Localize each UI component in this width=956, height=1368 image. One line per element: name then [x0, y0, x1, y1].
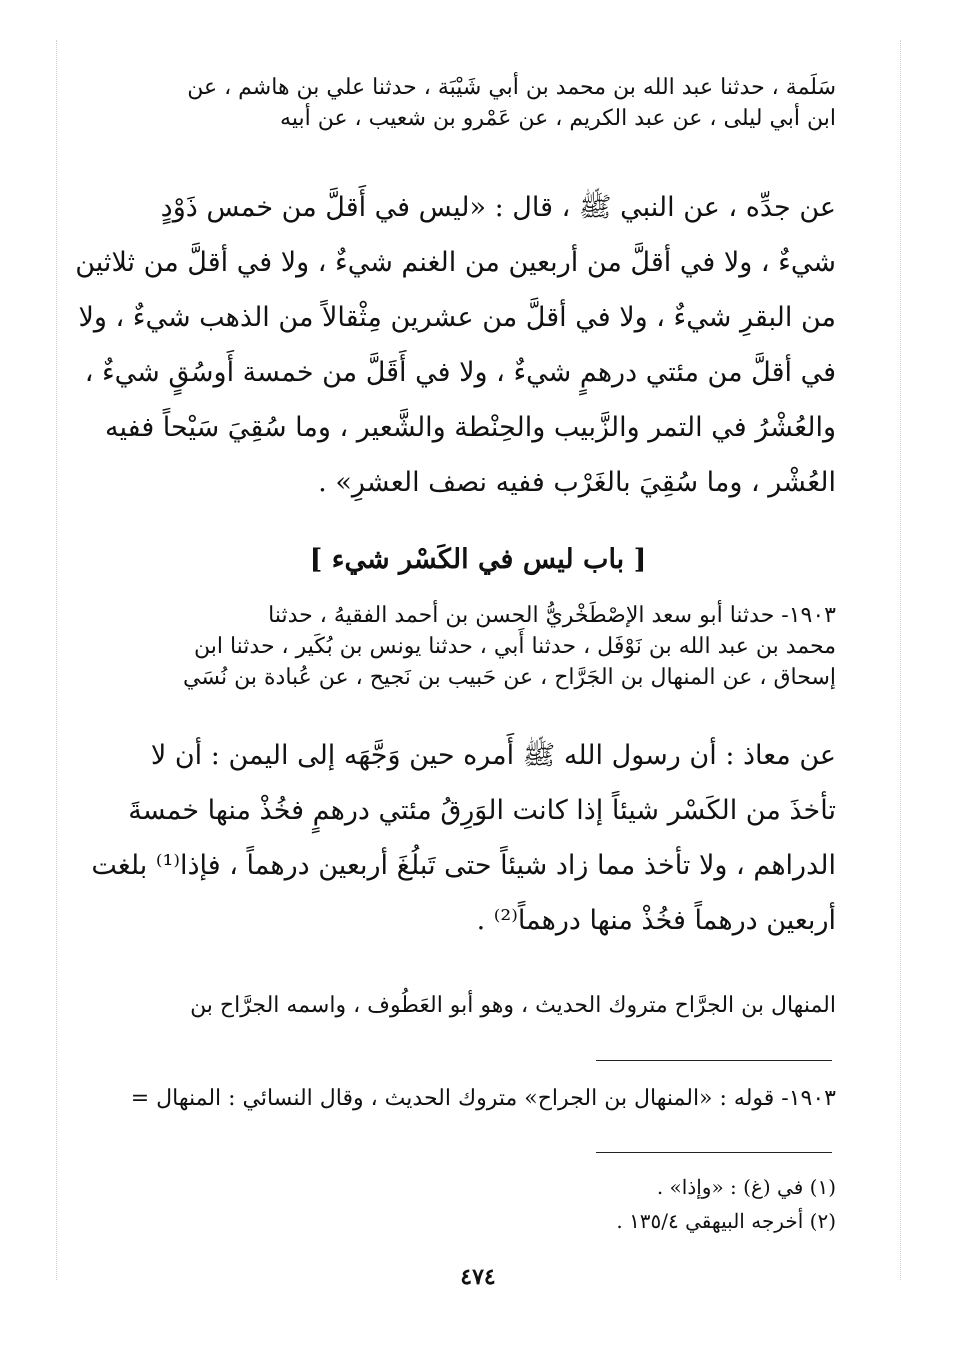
text-line: والعُشْرُ في التمر والزَّبيب والحِنْطة والشَّعير ، وما سُقِيَ سَيْحاً ففيه — [105, 412, 836, 443]
text-line: عن جدِّه ، عن النبي ﷺ ، قال : «ليس في أَقلَّ من خمس ذَوْدٍ — [160, 192, 836, 223]
text-line: الدراهم ، ولا تأخذ مما زاد شيئاً حتى تَبلُغَ أربعين درهماً ، فإذا⁽¹⁾ بلغت — [91, 850, 836, 881]
isnad-chain-1 — [120, 72, 836, 134]
text-line: من البقرِ شيءٌ ، ولا في أقلَّ من عشرين مِثْقالاً من الذهب شيءٌ ، ولا — [78, 302, 836, 333]
hadith-text-1 — [75, 180, 836, 510]
text-line: في أقلَّ من مئتي درهمٍ شيءٌ ، ولا في أَقَلَّ من خمسة أَوسُقٍ شيءٌ ، — [84, 357, 836, 388]
text-line: شيءٌ ، ولا في أقلَّ من أربعين من الغنم شيءٌ ، ولا في أقلَّ من ثلاثين — [75, 247, 836, 278]
text-line: سَلَمة ، حدثنا عبد الله بن محمد بن أبي شَيْبَة ، حدثنا علي بن هاشم ، عن — [187, 75, 836, 100]
text-line: محمد بن عبد الله بن نَوْفَل ، حدثنا أَبي ، حدثنا يونس بن بُكَير ، حدثنا ابن — [193, 634, 836, 659]
narrator-note — [120, 990, 836, 1021]
text-line: إسحاق ، عن المنهال بن الجَرَّاح ، عن حَبيب بن نَجيح ، عن عُبادة بن نُسَي — [183, 665, 836, 690]
page-number: ٤٧٤ — [460, 1264, 496, 1290]
text-line: أربعين درهماً فخُذْ منها درهماً⁽²⁾ . — [476, 905, 836, 936]
commentary-note: ١٩٠٣- قوله : «المنهال بن الجراح» متروك الحديث ، وقال النسائي : المنهال = — [130, 1086, 836, 1111]
footnotes — [440, 1170, 836, 1238]
text-line: تأخذَ من الكَسْر شيئاً إذا كانت الوَرِقُ مئتي درهمٍ فخُذْ منها خمسةَ — [128, 795, 836, 826]
text-line: العُشْر ، وما سُقِيَ بالغَرْب ففيه نصف العشرِ» . — [318, 467, 836, 498]
chapter-heading: [ باب ليس في الكَسْر شيء ] — [309, 544, 647, 575]
footnote-divider — [596, 1152, 832, 1153]
hadith-text-2 — [91, 728, 836, 948]
right-margin-guide — [900, 40, 901, 1280]
text-line: عن معاذ : أن رسول الله ﷺ أَمره حين وَجَّهَه إلى اليمن : أن لا — [150, 740, 836, 771]
left-margin-guide — [56, 40, 57, 1280]
commentary-divider — [596, 1060, 832, 1061]
text-line: ابن أبي ليلى ، عن عبد الكريم ، عن عَمْرو بن شعيب ، عن أبيه — [280, 106, 836, 131]
footnote-1: (١) في (غ) : «وإذا» . — [656, 1175, 836, 1199]
text-line: ١٩٠٣- حدثنا أبو سعد الإصْطَخْريُّ الحسن بن أحمد الفقيهُ ، حدثنا — [268, 603, 836, 628]
text-line: المنهال بن الجرَّاح متروك الحديث ، وهو أبو العَطُوف ، واسمه الجرَّاح بن — [190, 993, 836, 1018]
footnote-2: (٢) أخرجه البيهقي ١٣٥/٤ . — [616, 1209, 836, 1233]
isnad-chain-2 — [120, 600, 836, 693]
